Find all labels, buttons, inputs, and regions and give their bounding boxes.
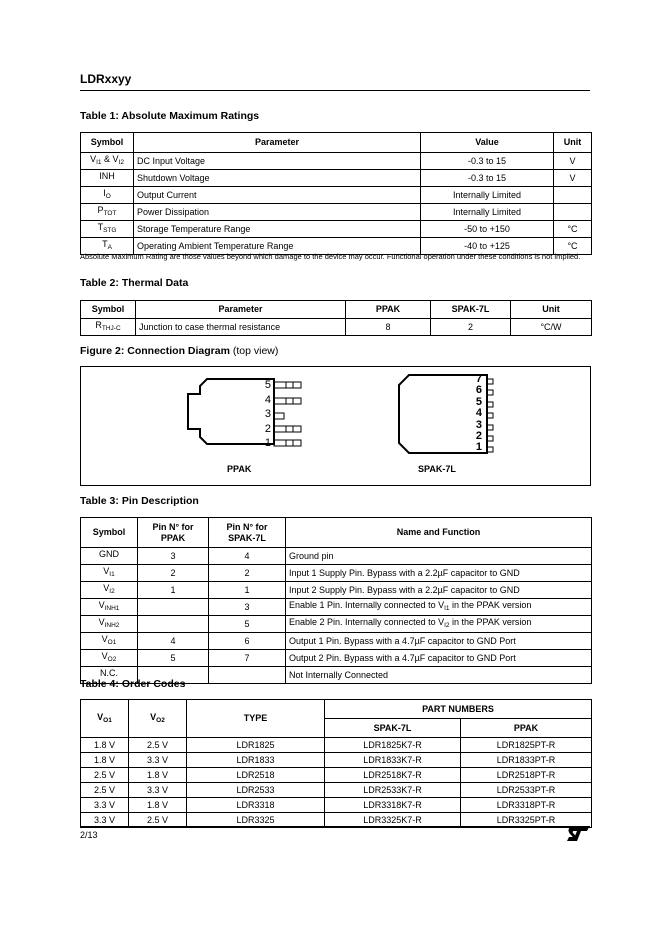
col-header: Symbol	[81, 518, 138, 548]
parameter-cell: Operating Ambient Temperature Range	[134, 238, 421, 255]
parameter-cell: Junction to case thermal resistance	[136, 319, 346, 336]
value-cell: Internally Limited	[421, 204, 554, 221]
type-cell: LDR1833	[187, 753, 325, 768]
ppak-package-icon	[188, 379, 301, 446]
table-row	[81, 633, 592, 650]
spak-pin-cell	[209, 667, 286, 684]
pin-number: 3	[264, 408, 271, 420]
page-number: 2/13	[80, 830, 98, 840]
col-header: Name and Function	[286, 518, 592, 548]
ppak-pin-cell	[138, 616, 209, 633]
thermal-data-table	[80, 300, 592, 336]
unit-cell: °C	[554, 238, 592, 255]
value-cell: -40 to +125	[421, 238, 554, 255]
table-row	[81, 221, 592, 238]
function-cell: Output 1 Pin. Bypass with a 4.7µF capacitor to GND Port	[286, 633, 592, 650]
ppak-part-cell: LDR1833PT-R	[461, 753, 592, 768]
col-header: Pin N° for PPAK	[138, 518, 209, 548]
vo1-cell: 3.3 V	[81, 798, 129, 813]
col-header-type: TYPE	[187, 700, 325, 738]
spak-pin-cell: 1	[209, 582, 286, 599]
st-logo	[566, 826, 590, 845]
table-row	[81, 768, 592, 783]
col-header-spak: SPAK-7L	[325, 719, 461, 738]
parameter-cell: Shutdown Voltage	[134, 170, 421, 187]
pin-number: 1	[264, 437, 271, 449]
vo2-cell: 1.8 V	[129, 768, 187, 783]
vo1-cell: 1.8 V	[81, 738, 129, 753]
spak-part-cell: LDR2533K7-R	[325, 783, 461, 798]
spak-part-cell: LDR1833K7-R	[325, 753, 461, 768]
parameter-cell: DC Input Voltage	[134, 153, 421, 170]
table-row	[81, 187, 592, 204]
spak-pin-cell: 3	[209, 599, 286, 616]
unit-cell	[554, 204, 592, 221]
symbol-cell: $V_{I2}$	[81, 582, 138, 599]
pin-number: 2	[475, 430, 482, 443]
parameter-cell: Power Dissipation	[134, 204, 421, 221]
parameter-cell: Output Current	[134, 187, 421, 204]
function-cell: Enable 1 Pin. Internally connected to $V_{I1}$ in the PPAK version	[286, 599, 592, 616]
connection-diagram	[80, 366, 591, 486]
unit-cell: °C/W	[511, 319, 592, 336]
col-header: Parameter	[134, 133, 421, 153]
function-cell: Output 2 Pin. Bypass with a 4.7µF capacitor to GND Port	[286, 650, 592, 667]
symbol-cell: $V_{O1}$	[81, 633, 138, 650]
vo2-cell: 3.3 V	[129, 783, 187, 798]
spak-pin-numbers	[472, 374, 482, 454]
table-row	[81, 319, 592, 336]
table-row	[81, 783, 592, 798]
table1-title: Table 1: Absolute Maximum Ratings	[80, 110, 260, 122]
package-drawings	[81, 367, 590, 485]
symbol-cell: GND	[81, 548, 138, 565]
spak-pin-cell: 6	[209, 633, 286, 650]
unit-cell	[554, 187, 592, 204]
table-row	[81, 153, 592, 170]
table-row	[81, 204, 592, 221]
table-row	[81, 738, 592, 753]
function-cell: Enable 2 Pin. Internally connected to $V_{I2}$ in the PPAK version	[286, 616, 592, 633]
ratings-note: Absolute Maximum Rating are those values beyond which damage to the device may occur. Functional operation under these conditions is not implied.	[80, 252, 581, 261]
spak-pin-cell: 5	[209, 616, 286, 633]
function-cell: Ground pin	[286, 548, 592, 565]
pin-number: 5	[264, 379, 271, 391]
col-header-vo2: $V_{O2}$	[129, 700, 187, 738]
type-cell: LDR3325	[187, 813, 325, 828]
table-row	[81, 582, 592, 599]
spak-part-cell: LDR2518K7-R	[325, 768, 461, 783]
ppak-cell: 8	[346, 319, 431, 336]
table2-title: Table 2: Thermal Data	[80, 277, 189, 289]
ppak-pin-cell: 3	[138, 548, 209, 565]
col-header: Parameter	[136, 301, 346, 319]
spak-pin-cell: 7	[209, 650, 286, 667]
vo1-cell: 2.5 V	[81, 768, 129, 783]
vo1-cell: 1.8 V	[81, 753, 129, 768]
symbol-cell: $V_{I1}$ & $V_{I2}$	[81, 153, 134, 170]
ppak-part-cell: LDR2533PT-R	[461, 783, 592, 798]
col-header: Value	[421, 133, 554, 153]
vo1-cell: 2.5 V	[81, 783, 129, 798]
document-header: LDRxxyy	[80, 72, 132, 86]
st-logo-icon	[566, 826, 590, 842]
ppak-pin-numbers	[261, 378, 271, 451]
value-cell: Internally Limited	[421, 187, 554, 204]
table4-title: Table 4: Order Codes	[80, 678, 186, 690]
pin-number: 1	[475, 441, 482, 454]
absolute-max-ratings-table	[80, 132, 592, 255]
col-header: Pin N° for SPAK-7L	[209, 518, 286, 548]
col-header: Unit	[554, 133, 592, 153]
unit-cell: V	[554, 153, 592, 170]
symbol-cell: $R_{THJ-C}$	[81, 319, 136, 336]
table-row	[81, 599, 592, 616]
type-cell: LDR2518	[187, 768, 325, 783]
symbol-cell: N.C.	[81, 667, 138, 684]
type-cell: LDR2533	[187, 783, 325, 798]
value-cell: -50 to +150	[421, 221, 554, 238]
vo2-cell: 3.3 V	[129, 753, 187, 768]
vo2-cell: 1.8 V	[129, 798, 187, 813]
col-header: Symbol	[81, 301, 136, 319]
vo2-cell: 2.5 V	[129, 738, 187, 753]
symbol-cell: INH	[81, 170, 134, 187]
order-codes-table	[80, 699, 592, 828]
ppak-part-cell: LDR1825PT-R	[461, 738, 592, 753]
pin-number: 4	[264, 393, 271, 406]
function-cell: Not Internally Connected	[286, 667, 592, 684]
function-cell: Input 1 Supply Pin. Bypass with a 2.2µF capacitor to GND	[286, 565, 592, 582]
pin-number: 5	[475, 395, 482, 408]
spak-label: SPAK-7L	[418, 464, 456, 474]
spak-pin-cell: 4	[209, 548, 286, 565]
col-header-part-numbers: PART NUMBERS	[325, 700, 592, 719]
table-row	[81, 798, 592, 813]
type-cell: LDR3318	[187, 798, 325, 813]
function-cell: Input 2 Supply Pin. Bypass with a 2.2µF capacitor to GND	[286, 582, 592, 599]
spak-part-cell: LDR3318K7-R	[325, 798, 461, 813]
table-row	[81, 616, 592, 633]
ppak-part-cell: LDR2518PT-R	[461, 768, 592, 783]
col-header-vo1: $V_{O1}$	[81, 700, 129, 738]
table-row	[81, 170, 592, 187]
unit-cell: V	[554, 170, 592, 187]
col-header: Unit	[511, 301, 592, 319]
table-row	[81, 548, 592, 565]
pin-number: 6	[475, 384, 482, 397]
ppak-part-cell: LDR3325PT-R	[461, 813, 592, 828]
parameter-cell: Storage Temperature Range	[134, 221, 421, 238]
value-cell: -0.3 to 15	[421, 153, 554, 170]
col-header: Symbol	[81, 133, 134, 153]
symbol-cell: $V_{I1}$	[81, 565, 138, 582]
symbol-cell: $V_{INH1}$	[81, 599, 138, 616]
table3-title: Table 3: Pin Description	[80, 495, 199, 507]
symbol-cell: $V_{O2}$	[81, 650, 138, 667]
table-row	[81, 565, 592, 582]
symbol-cell: $T_{STG}$	[81, 221, 134, 238]
ppak-pin-cell: 5	[138, 650, 209, 667]
symbol-cell: $V_{INH2}$	[81, 616, 138, 633]
symbol-cell: $P_{TOT}$	[81, 204, 134, 221]
spak-part-cell: LDR1825K7-R	[325, 738, 461, 753]
ppak-pin-cell: 1	[138, 582, 209, 599]
table-row	[81, 650, 592, 667]
symbol-cell: $I_O$	[81, 187, 134, 204]
table-row	[81, 753, 592, 768]
ppak-pin-cell	[138, 599, 209, 616]
pin-number: 2	[264, 422, 271, 435]
vo2-cell: 2.5 V	[129, 813, 187, 828]
value-cell: -0.3 to 15	[421, 170, 554, 187]
ppak-label: PPAK	[227, 464, 252, 474]
pin-number: 4	[475, 407, 482, 420]
ppak-part-cell: LDR3318PT-R	[461, 798, 592, 813]
unit-cell: °C	[554, 221, 592, 238]
ppak-pin-cell: 2	[138, 565, 209, 582]
header-rule	[80, 90, 590, 91]
spak-part-cell: LDR3325K7-R	[325, 813, 461, 828]
ppak-pin-cell: 4	[138, 633, 209, 650]
figure2-title: Figure 2: Connection Diagram (top view)	[80, 345, 279, 357]
symbol-cell: $T_A$	[81, 238, 134, 255]
type-cell: LDR1825	[187, 738, 325, 753]
spak-pin-cell: 2	[209, 565, 286, 582]
spak-cell: 2	[431, 319, 511, 336]
vo1-cell: 3.3 V	[81, 813, 129, 828]
pin-description-table	[80, 517, 592, 684]
footer-rule	[80, 826, 590, 827]
col-header-ppak: PPAK	[461, 719, 592, 738]
col-header: SPAK-7L	[431, 301, 511, 319]
pin-number: 3	[475, 418, 482, 431]
pin-number: 7	[475, 373, 482, 385]
col-header: PPAK	[346, 301, 431, 319]
